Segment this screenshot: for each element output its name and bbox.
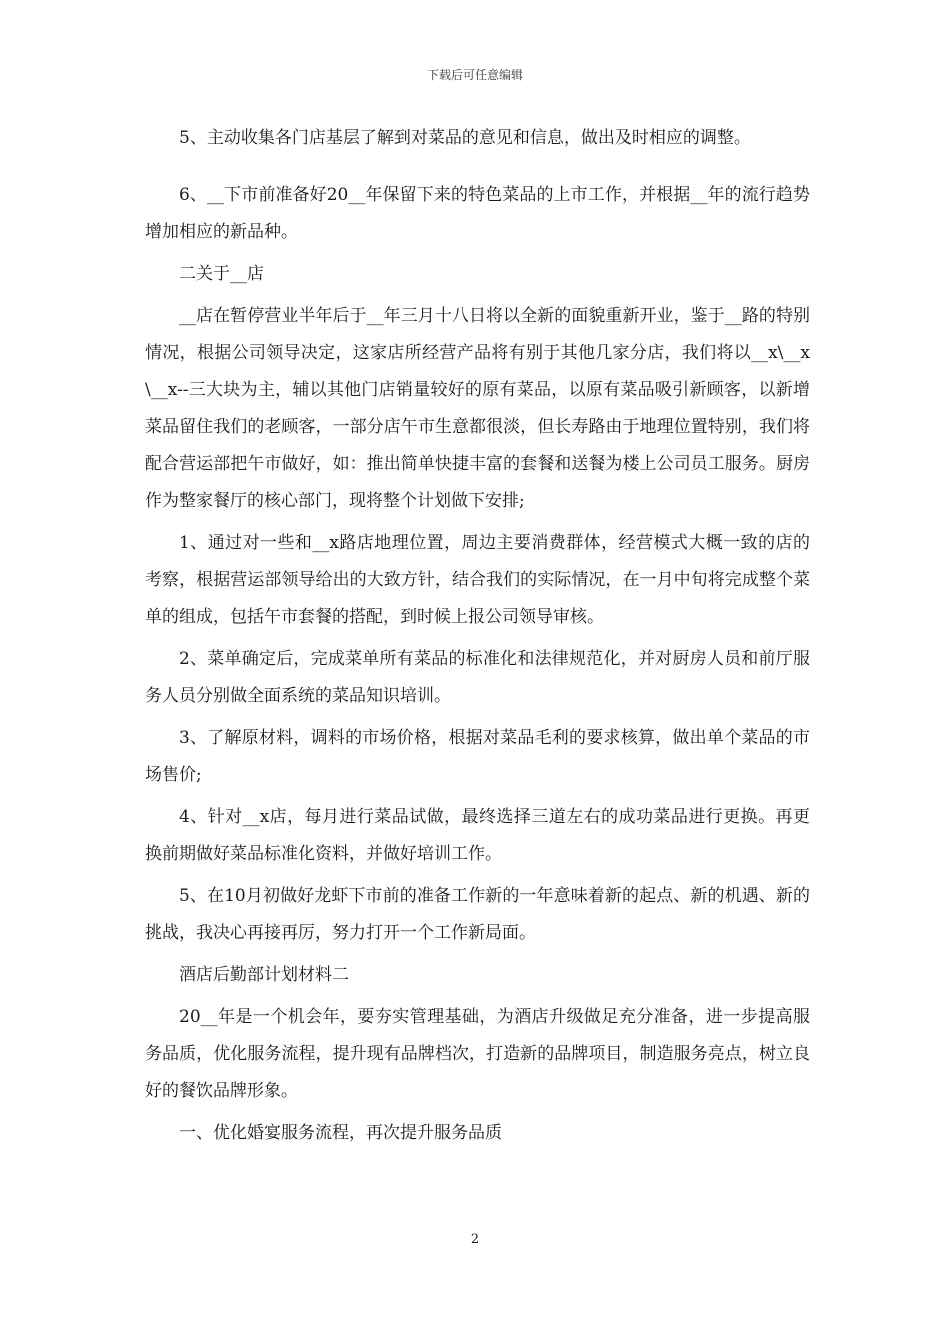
section-heading-material-two: 酒店后勤部计划材料二 xyxy=(179,965,349,985)
section-heading-wedding-service: 一、优化婚宴服务流程，再次提升服务品质 xyxy=(179,1123,502,1143)
page-number: 2 xyxy=(470,1232,480,1247)
document-body xyxy=(145,120,810,1157)
paragraph-plan-item-3: 3、了解原材料，调料的市场价格，根据对菜品毛利的要求核算，做出单个菜品的市场售价; xyxy=(145,728,810,785)
paragraph-opportunity-year: 20__年是一个机会年，要夯实管理基础，为酒店升级做足充分准备，进一步提高服务品质，优化服务流程，提升现有品牌档次，打造新的品牌项目，制造服务亮点，树立良好的餐饮品牌形象。 xyxy=(145,1007,810,1101)
paragraph-plan-item-1: 1、通过对一些和__x路店地理位置，周边主要消费群体，经营模式大概一致的店的考察，根据营运部领导给出的大致方针，结合我们的实际情况，在一月中旬将完成整个菜单的组成，包括午市套餐的搭配，到时候上报公司领导审核。 xyxy=(145,533,810,627)
paragraph-plan-item-5: 5、在10月初做好龙虾下市前的准备工作新的一年意味着新的起点、新的机遇、新的挑战，我决心再接再厉，努力打开一个工作新局面。 xyxy=(145,886,810,943)
paragraph-store-reopening: __店在暂停营业半年后于__年三月十八日将以全新的面貌重新开业，鉴于__路的特别情况，根据公司领导决定，这家店所经营产品将有别于其他几家分店，我们将以__x\__x\__x--三大块为主，辅以其他门店销量较好的原有菜品，以原有菜品吸引新顾客，以新增菜品留住我们的老顾客，一部分店午市生意都很淡，但长寿路由于地理位置特别，我们将配合营运部把午市做好，如：推出简单快捷丰富的套餐和送餐为楼上公司员工服务。厨房作为整家餐厅的核心部门，现将整个计划做下安排; xyxy=(145,306,810,511)
paragraph-item-6-seasonal-dishes: 6、__下市前准备好20__年保留下来的特色菜品的上市工作，并根据__年的流行趋势增加相应的新品种。 xyxy=(145,185,810,242)
section-heading-store: 二关于__店 xyxy=(179,264,264,284)
paragraph-plan-item-4: 4、针对__x店，每月进行菜品试做，最终选择三道左右的成功菜品进行更换。再更换前期做好菜品标准化资料，并做好培训工作。 xyxy=(145,807,810,864)
paragraph-item-5-feedback: 5、主动收集各门店基层了解到对菜品的意见和信息，做出及时相应的调整。 xyxy=(179,128,751,148)
paragraph-plan-item-2: 2、菜单确定后，完成菜单所有菜品的标准化和法律规范化，并对厨房人员和前厅服务人员分别做全面系统的菜品知识培训。 xyxy=(145,649,810,706)
page-header: 下载后可任意编辑 xyxy=(426,68,523,82)
